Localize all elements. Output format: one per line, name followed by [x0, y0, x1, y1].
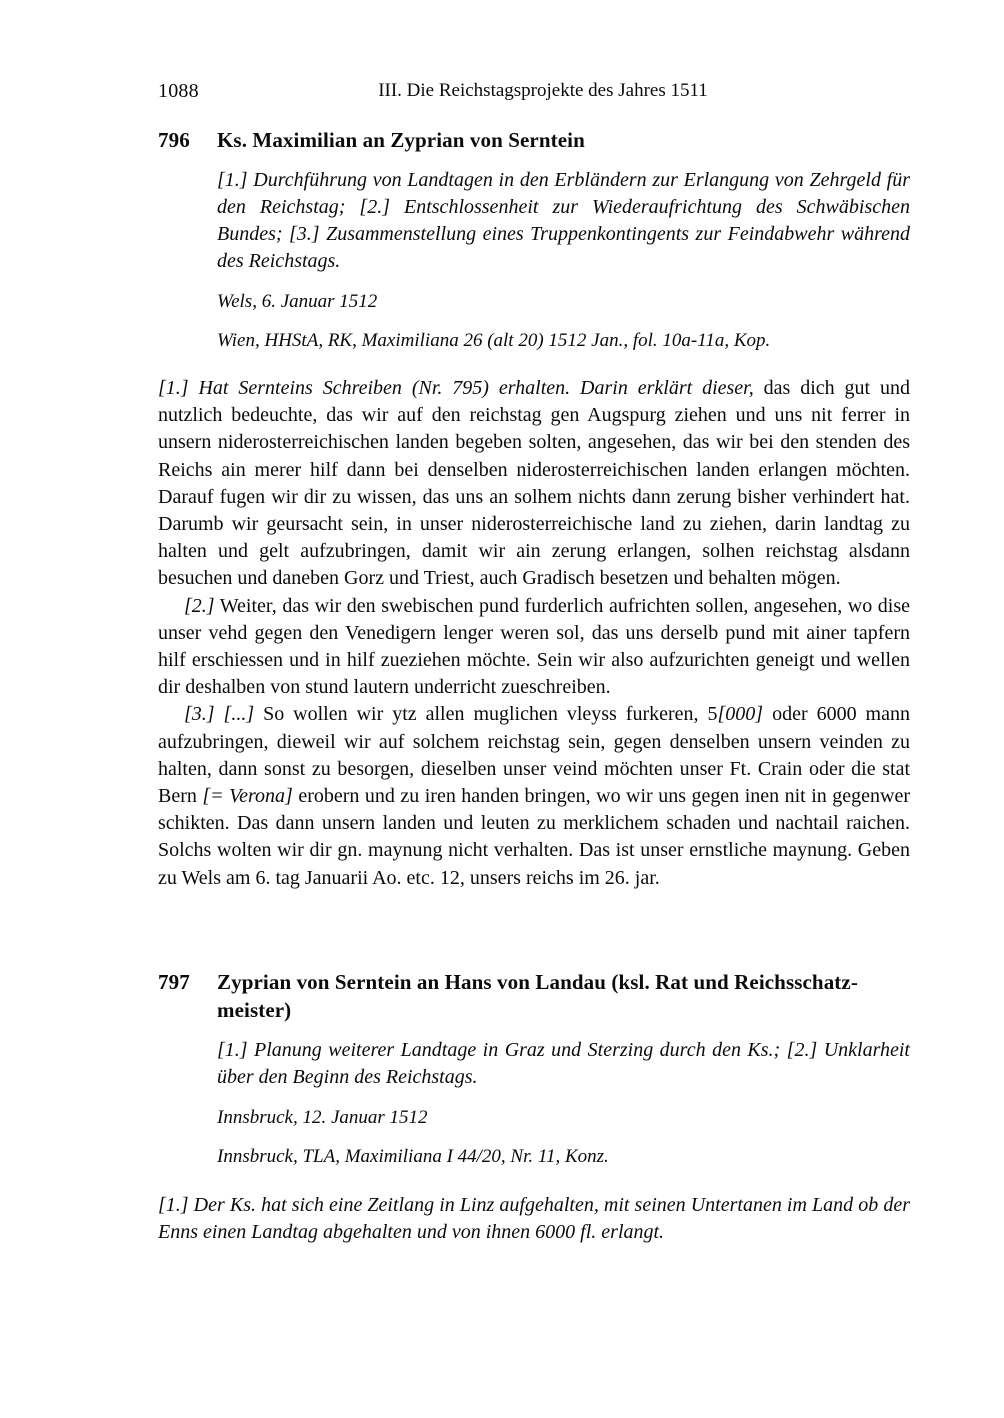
entry-body-797 [158, 1192, 910, 1246]
entry-regest-796: [1.] Durchführung von Landtagen in den Erbländern zur Erlangung von Zehrgeld für den Reichstag; [2.] Entschlossenheit zur Wiederaufrichtung des Schwäbischen Bundes; [3.] Zusammenstellung eines Truppenkontingents zur Feindabwehr während des Reichstags. [217, 169, 910, 272]
paragraph-marker-2: [2.] [184, 594, 215, 617]
entry-archive-797: Innsbruck, TLA, Maximiliana I 44/20, Nr. 11, Konz. [217, 1145, 609, 1167]
entry-place-date-796: Wels, 6. Januar 1512 [217, 291, 378, 312]
entry-796 [158, 126, 910, 892]
paragraph-text-3a: So wollen wir ytz allen muglichen vleyss furkeren, 5 [254, 703, 718, 726]
running-title: III. Die Reichstagsprojekte des Jahres 1511 [378, 80, 708, 101]
entry-archive-796: Wien, HHStA, RK, Maximiliana 26 (alt 20) 1512 Jan., fol. 10a-11a, Kop. [217, 330, 771, 351]
entry-title-796: Ks. Maximilian an Zyprian von Serntein [217, 128, 585, 152]
page-content [158, 76, 910, 1246]
entry-separator [158, 892, 910, 948]
body-paragraph-2 [158, 593, 910, 702]
entry-number-796: 796 [158, 128, 190, 152]
entry-heading-796 [158, 126, 910, 154]
entry-number-797: 797 [158, 969, 190, 994]
paragraph-text-3b: oder 6000 mann aufzubringen, dieweil wir auf solchem reichstag sein, gegen denselben unsern veinden zu halten, dann sonst zu besorgen, dieselben unser veind möchten unser Ft. Crain oder die stat Bern [158, 703, 910, 808]
body-paragraph-1 [158, 375, 910, 593]
page-number: 1088 [158, 80, 199, 102]
editorial-insertion-amount: [000] [717, 703, 764, 726]
paragraph-text-3c: erobern und zu iren handen bringen, wo wir uns gegen inen nit in gegenwer schikten. Das dann unsern landen und leuten zu merklichem schaden und nachtail raichen. Solchs wolten wir dir gn. maynung nicht verhalten. Das ist unser ernstliche maynung. Geben zu Wels am 6. tag Januarii Ao. etc. 12, unsers reichs im 26. jar. [158, 785, 910, 889]
entry-body-796 [158, 375, 910, 892]
entry-regest-797: [1.] Planung weiterer Landtage in Graz und Sterzing durch den Ks.; [2.] Unklarheit über den Beginn des Reichstags. [217, 1038, 910, 1088]
entry-title-797: Zyprian von Serntein an Hans von Landau (ksl. Rat und Reichsschatzmeister) [217, 969, 858, 1022]
paragraph-marker-3: [3.] [...] [184, 703, 255, 726]
entry-797 [158, 968, 910, 1246]
editorial-insertion-verona: [= Verona] [202, 785, 293, 808]
paragraph-text-1: das dich gut und nutzlich bedeuchte, das wir auf den reichstag gen Augspurg ziehen und uns nit ferrer in unsern niderosterreichischen landen begeben solten, angesehen, das wir bei den stenden des Reichs ain merer hilf dann bei denselben niderosterreichischen landen erlangen möchten. Darauf fugen wir dir zu wissen, das uns an solhem nichts dann zerung bisher verhindert hat. Darumb wir geursacht sein, in unser niderosterreichische land zu ziehen, darin landtag zu halten und gelt aufzubringen, damit wir ain zerung erlangen, solhen reichstag alsdann besuchen und daneben Gorz und Triest, auch Gradisch besetzen und behalten mögen. [158, 377, 910, 590]
entry-heading-797 [158, 968, 910, 1024]
paragraph-text-2: Weiter, das wir den swebischen pund furderlich aufrichten sollen, angesehen, wo dise unser vehd gegen den Venedigern lenger weren sol, das uns derselb pund mit ainer tapfern hilf erschiessen und in hilf zueziehen möchte. Sein wir also aufzurichten geneigt und wellen dir deshalben von stund lautern underricht zueschreiben. [158, 594, 910, 699]
body-paragraph-797-1: [1.] Der Ks. hat sich eine Zeitlang in Linz aufgehalten, mit seinen Untertanen im Land ob der Enns einen Landtag abgehalten und von ihnen 6000 fl. erlangt. [158, 1193, 910, 1244]
running-head [158, 76, 910, 106]
paragraph-marker-1: [1.] Hat Sernteins Schreiben (Nr. 795) erhalten. Darin erklärt dieser, [158, 377, 754, 399]
body-paragraph-3 [158, 701, 910, 891]
entry-place-date-797: Innsbruck, 12. Januar 1512 [217, 1106, 428, 1128]
